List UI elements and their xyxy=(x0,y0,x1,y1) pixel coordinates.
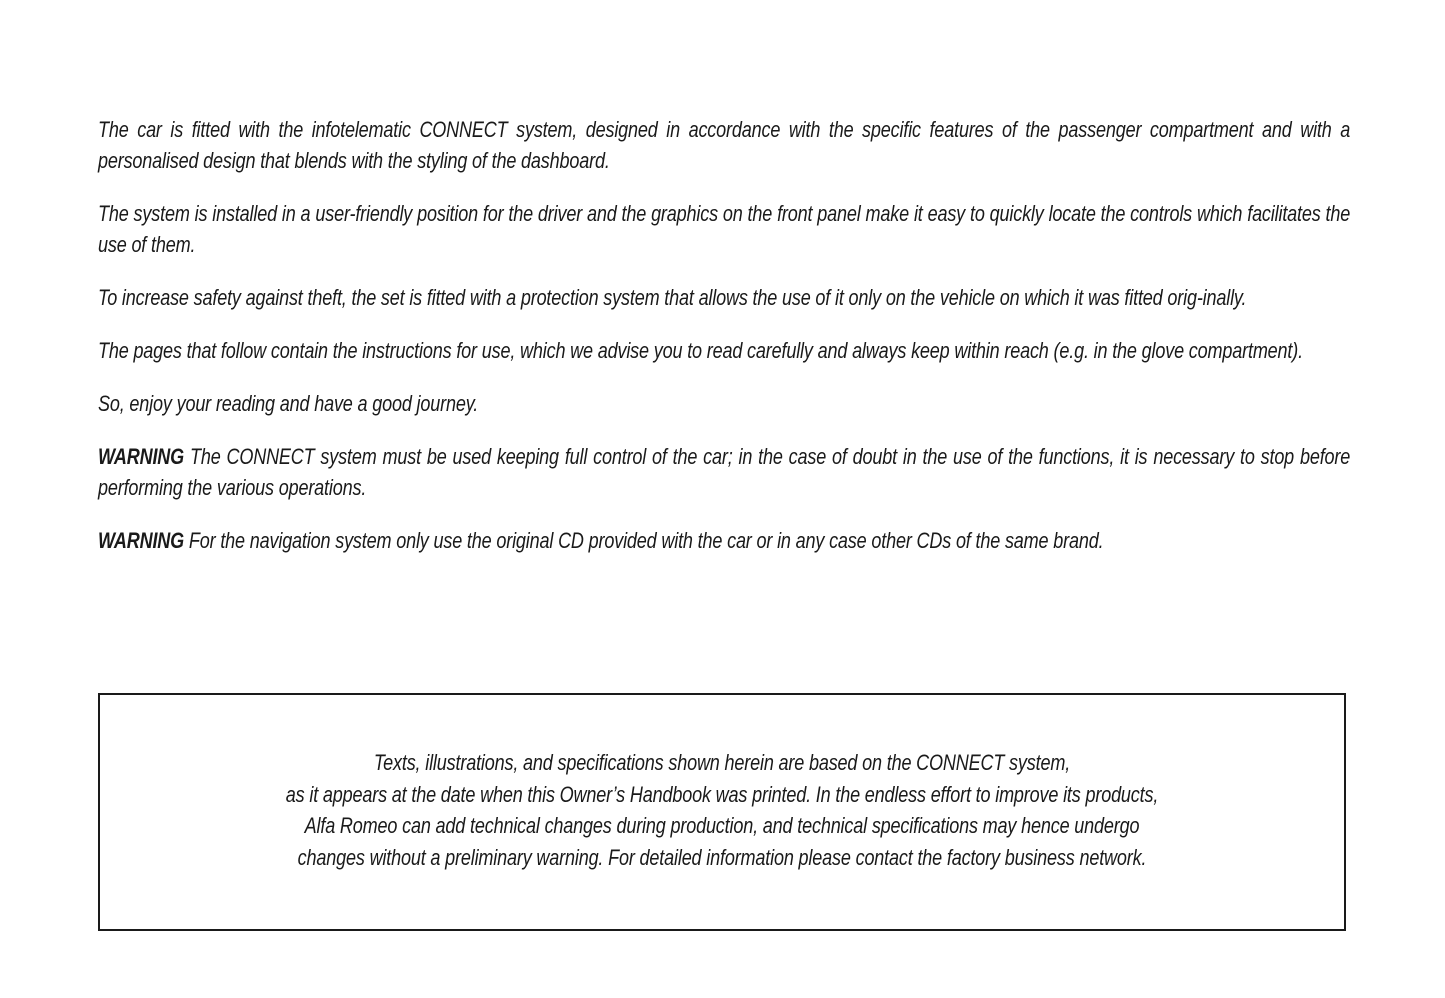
intro-paragraph: The pages that follow contain the instructions for use, which we advise you to read carefully and always keep within reach (e.g. in the glove compartment). xyxy=(98,338,1303,363)
notice-line: Alfa Romeo can add technical changes during production, and technical specifications may hence undergo xyxy=(304,813,1140,838)
notice-line: changes without a preliminary warning. For detailed information please contact the factory business network. xyxy=(297,844,1147,870)
warning-label: WARNING xyxy=(98,528,185,553)
intro-paragraph: The system is installed in a user-friendly position for the driver and the graphics on the front panel make it easy to quickly locate the controls which facilitates the use of them. xyxy=(98,201,1351,257)
warning-paragraph xyxy=(98,525,1350,556)
notice-line: as it appears at the date when this Owner’s Handbook was printed. In the endless effort to improve its products, xyxy=(285,781,1159,807)
warning-paragraph xyxy=(98,441,1350,503)
intro-paragraph: So, enjoy your reading and have a good journey. xyxy=(98,391,479,416)
notice-box xyxy=(98,693,1346,931)
warning-text: The CONNECT system must be used keeping full control of the car; in the case of doubt in the use of the functions, it is necessary to stop before performing the various operations. xyxy=(98,444,1351,500)
warning-text: For the navigation system only use the original CD provided with the car or in any case other CDs of the same brand. xyxy=(188,528,1104,553)
notice-text xyxy=(100,747,1344,873)
intro-paragraph: To increase safety against theft, the set is fitted with a protection system that allows the use of it only on the vehicle on which it was fitted orig-inally. xyxy=(98,285,1247,310)
intro-paragraph: The car is fitted with the infotelematic CONNECT system, designed in accordance with the specific features of the passenger compartment and with a personalised design that blends with the styling of the dashboard. xyxy=(98,117,1351,173)
main-content xyxy=(98,114,1350,578)
notice-line: Texts, illustrations, and specifications shown herein are based on the CONNECT system, xyxy=(373,750,1071,775)
warning-label: WARNING xyxy=(98,444,185,469)
